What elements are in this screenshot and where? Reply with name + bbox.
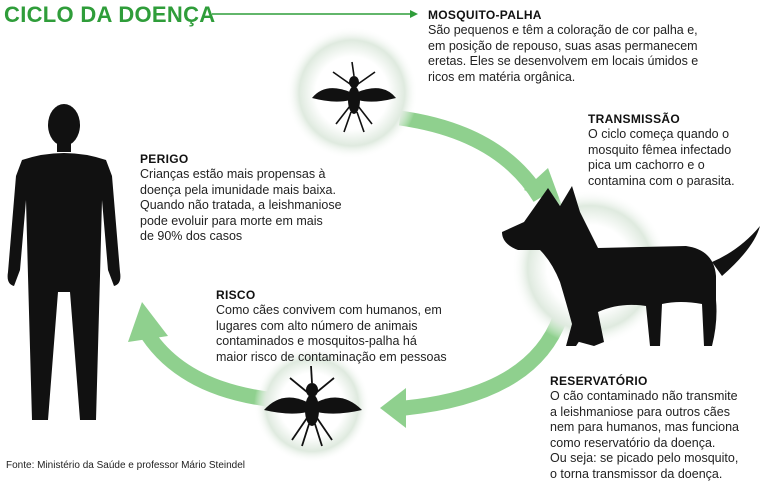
reservatorio-heading: RESERVATÓRIO <box>550 374 648 388</box>
transmissao-text: O ciclo começa quando o mosquito fêmea infectado pica um cachorro e o contamina com o parasita. <box>588 127 735 188</box>
human-silhouette-icon <box>8 104 121 420</box>
transmissao-heading: TRANSMISSÃO <box>588 112 680 126</box>
source-note: Fonte: Ministério da Saúde e professor Mário Steindel <box>6 460 246 471</box>
mosquito-palha-text: São pequenos e têm a coloração de cor palha e, em posição de repouso, suas asas permanecem eretas. Eles se desenvolvem em locais úmidos e ricos em matéria orgânica. <box>428 23 699 84</box>
transmissao-section <box>588 112 735 189</box>
page-title: CICLO DA DOENÇA <box>4 2 216 27</box>
risco-text: Como cães convivem com humanos, em lugares com alto número de animais contaminados e mosquitos-palha há maior risco de contaminação em pessoas <box>216 303 447 364</box>
perigo-heading: PERIGO <box>140 152 189 166</box>
mosquito-palha-section <box>428 8 698 85</box>
reservatorio-text: O cão contaminado não transmite a leishmaniose para outros cães nem para humanos, mas funciona como reservatório da doença. Ou seja: se picado pelo mosquito, o torna transmissor da doença. <box>550 389 739 481</box>
mosquito-palha-heading: MOSQUITO-PALHA <box>428 8 542 22</box>
risco-section <box>216 288 447 365</box>
risco-heading: RISCO <box>216 288 256 302</box>
perigo-section <box>140 152 342 245</box>
reservatorio-section <box>550 374 739 482</box>
title-pointer-arrow <box>212 10 418 18</box>
perigo-text: Crianças estão mais propensas à doença pela imunidade mais baixa. Quando não tratada, a leishmaniose pode evoluir para morte em mais de 90% dos casos <box>140 167 342 243</box>
